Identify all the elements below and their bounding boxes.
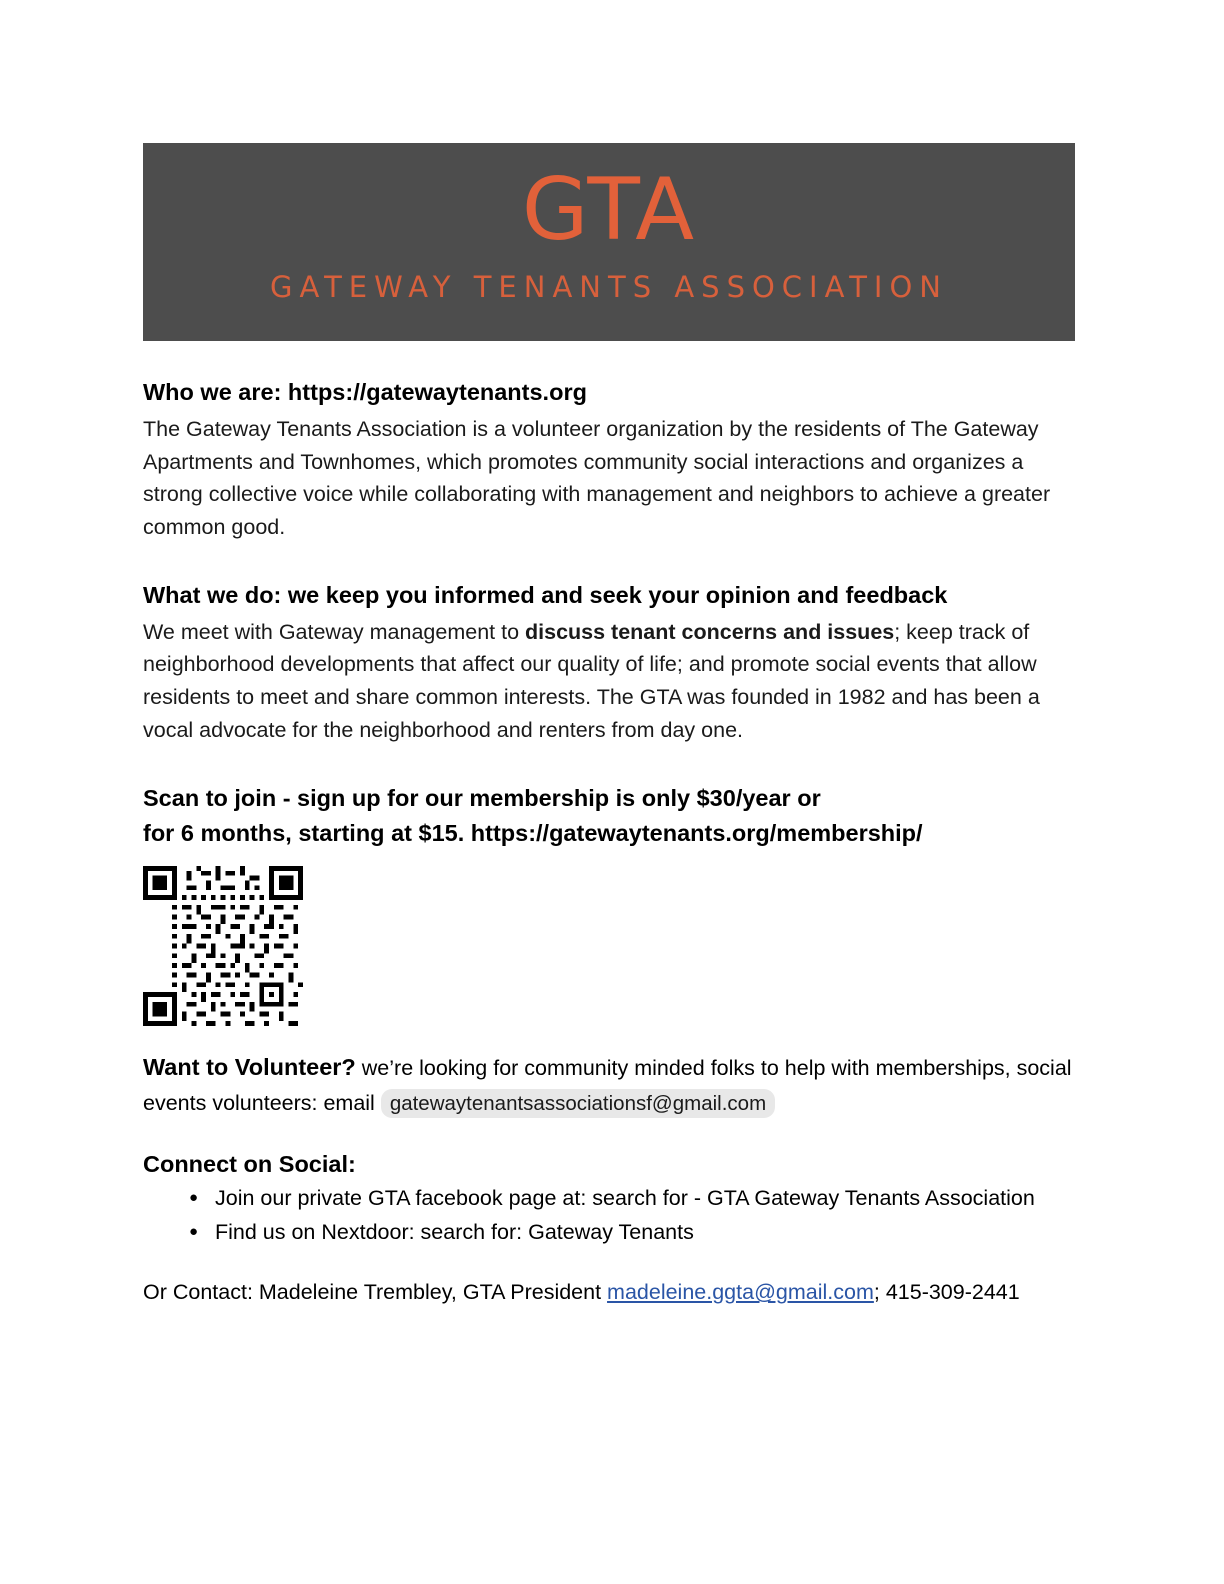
gta-logo-mark: GTA: [521, 160, 697, 260]
flyer-content: [143, 143, 1078, 1309]
section-volunteer: [143, 1048, 1078, 1121]
section-contact: [143, 1276, 1078, 1308]
join-heading-line2: for 6 months, starting at $15. https://gatewaytenants.org/membership/: [143, 820, 923, 847]
join-heading-line1: Scan to join - sign up for our membership is only $30/year or: [143, 784, 821, 811]
volunteer-email[interactable]: gatewaytenantsassociationsf@gmail.com: [381, 1089, 775, 1118]
membership-qr-code[interactable]: [143, 866, 303, 1026]
qr-code-icon: [143, 866, 303, 1026]
section-what-we-do: [143, 578, 1078, 747]
who-we-are-body: The Gateway Tenants Association is a volunteer organization by the residents of The Gateway Apartments and Townhomes, which promotes community social interactions and organizes a strong collective voice while collaborating with management and neighbors to achieve a greater common good.: [143, 417, 1051, 540]
section-who-we-are: [143, 375, 1078, 544]
what-we-do-body-part2: ; keep track of neighborhood developments that affect our quality of life; and promote social events that allow residents to meet and share common interests. The GTA was founded in 1982 and has been a vocal advocate for the neighborhood and renters from day one.: [143, 619, 1040, 742]
section-scan-to-join: [143, 781, 1078, 1026]
contact-suffix: ; 415-309-2441: [873, 1280, 1020, 1305]
gta-logo-banner: [143, 143, 1075, 341]
who-we-are-heading: Who we are: https://gatewaytenants.org: [143, 379, 587, 405]
volunteer-lead: Want to Volunteer?: [143, 1053, 356, 1080]
what-we-do-body-part1: We meet with Gateway management to: [143, 619, 526, 644]
what-we-do-body: [143, 616, 1078, 747]
contact-prefix: Or Contact: Madeleine Trembley, GTA President: [143, 1280, 608, 1305]
list-item: ● Find us on Nextdoor: search for: Gateway Tenants: [189, 1216, 1078, 1248]
what-we-do-heading: What we do: we keep you informed and seek your opinion and feedback: [143, 581, 948, 608]
social-list: [143, 1182, 1078, 1249]
what-we-do-body-bold: discuss tenant concerns and issues: [525, 619, 895, 644]
gta-logo-wordmark: GATEWAY TENANTS ASSOCIATION: [270, 270, 948, 304]
president-email-link[interactable]: madeleine.ggta@gmail.com: [607, 1280, 874, 1305]
section-social: [143, 1151, 1078, 1249]
volunteer-text: we’re looking for community minded folks to help with memberships, social events volunteers: email: [143, 1055, 1072, 1115]
list-item: ● Join our private GTA facebook page at: search for - GTA Gateway Tenants Association: [189, 1182, 1078, 1214]
social-heading: Connect on Social:: [143, 1150, 356, 1177]
